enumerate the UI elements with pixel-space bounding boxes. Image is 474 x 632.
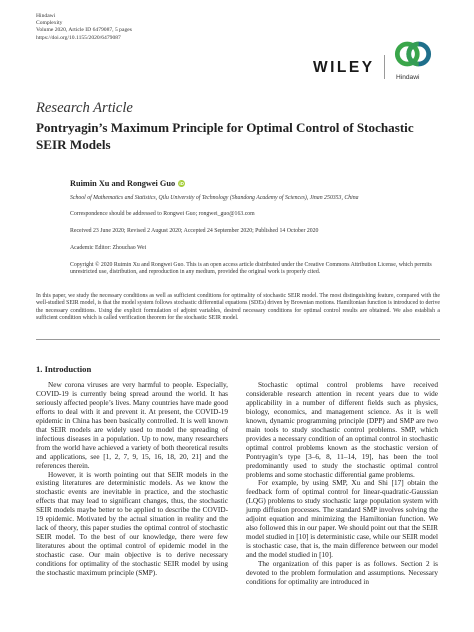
hindawi-logo-icon — [394, 35, 432, 73]
left-column — [36, 381, 228, 578]
doi-link[interactable]: https://doi.org/10.1155/2020/6479087 — [36, 34, 121, 41]
author-names: Ruimin Xu and Rongwei Guo — [70, 179, 176, 188]
journal-name: Complexity — [36, 20, 63, 27]
journal-meta — [36, 13, 132, 42]
journal-publisher-name: Hindawi — [36, 13, 56, 19]
academic-editor: Academic Editor: Zhouchao Wei — [70, 245, 147, 251]
wiley-logo: WILEY — [313, 59, 375, 76]
logo-divider — [384, 55, 385, 79]
paragraph: However, it is worth pointing out that SEIR models in the existing literatures are deterministic models. As we know the stochastic events are inevitable in practice, and the stochastic effects that may lead to significant changes, thus, the stochastic SEIR models maybe better to be applied to describe the COVID-19 epidemic. Motivated by the actual situation in reality and the lack of theory, this paper studies the optimal control of stochastic SEIR model. To the best of our knowledge, there were few literatures about the optimal control of epidemic model in the stochastic case. Our main objective is to derive necessary conditions for optimality of the stochastic SEIR model by using the stochastic maximum principle (SMP). — [36, 470, 228, 578]
paragraph: Stochastic optimal control problems have received considerable research attention in recent years due to wide applicability in a number of different fields such as physics, biology, economics, and management science. As it is well known, dynamic programming principle (DPP) and SMP are two main tools to study stochastic control problems. SMP, which provides a necessary condition of an optimal control in stochastic optimal control problems known as the stochastic version of Pontryagin’s type [3–6, 8, 11–14, 19], has been the tool predominantly used to study the stochastic optimal control problems and some stochastic differential game problems. — [246, 381, 438, 479]
paragraph: For example, by using SMP, Xu and Shi [17] obtain the feedback form of optimal control for linear-quadratic-Gaussian (LQG) problems to study stochastic large population system with jump diffusion processes. The standard SMP involves solving the adjoint equation and minimizing the Hamiltonian function. We also followed this in our paper. We should point out that the SEIR model studied in [10] is deterministic case, while our SEIR model is stochastic case, that is, the main difference between our model and the model studied in [10]. — [246, 479, 438, 560]
authors-line — [70, 179, 185, 188]
right-column — [246, 381, 438, 587]
affiliation: School of Mathematics and Statistics, Qilu University of Technology (Shandong Academy of Sciences), Jinan 250353, China — [70, 195, 359, 201]
orcid-icon[interactable]: iD — [179, 181, 184, 186]
article-type: Research Article — [36, 100, 133, 116]
article-title: Pontryagin’s Maximum Principle for Optimal Control of Stochastic SEIR Models — [36, 120, 414, 152]
abstract-divider — [36, 339, 440, 340]
correspondence: Correspondence should be addressed to Rongwei Guo; rongwei_guo@163.com — [70, 211, 255, 217]
paragraph: The organization of this paper is as follows. Section 2 is devoted to the problem formulation and assumptions. Necessary conditions for optimality are introduced in — [246, 560, 438, 586]
copyright-notice: Copyright © 2020 Ruimin Xu and Rongwei Guo. This is an open access article distributed under the Creative Commons Attribution License, which permits unrestricted use, distribution, and reproduction in any medium, provided the original work is properly cited. — [70, 262, 432, 276]
section-heading-introduction: 1. Introduction — [36, 364, 92, 374]
abstract: In this paper, we study the necessary conditions as well as sufficient conditions for optimality of stochastic SEIR model. The most distinguishing feature, compared with the well-studied SEIR model, is that the model system follows stochastic differential equations (SDEs) driven by Brownian motions. Hamiltonian function is introduced to derive the necessary conditions. Using the explicit formulation of adjoint variables, desired necessary conditions for optimal control results are obtained. We also establish a sufficient condition which is called verification theorem for the stochastic SEIR model. — [36, 293, 440, 322]
volume-line: Volume 2020, Article ID 6479087, 5 pages — [36, 27, 132, 34]
paragraph: New corona viruses are very harmful to people. Especially, COVID-19 is currently being spread around the world. It has seriously affected people’s lives. Many countries have made good efforts to deal with it and prevent it. At present, the COVID-19 epidemic in China has been basically controlled. It is well known that SEIR models are widely used to model the spreading of infectious diseases in a population. Up to now, many researchers from the world have achieved a variety of both theoretical results and applications, see [1, 2, 7, 9, 15, 16, 18, 20, 21] and the references therein. — [36, 381, 228, 470]
hindawi-brand-label: Hindawi — [396, 74, 420, 81]
article-dates: Received 23 June 2020; Revised 2 August 2020; Accepted 24 September 2020; Published 14 October 2020 — [70, 228, 319, 234]
